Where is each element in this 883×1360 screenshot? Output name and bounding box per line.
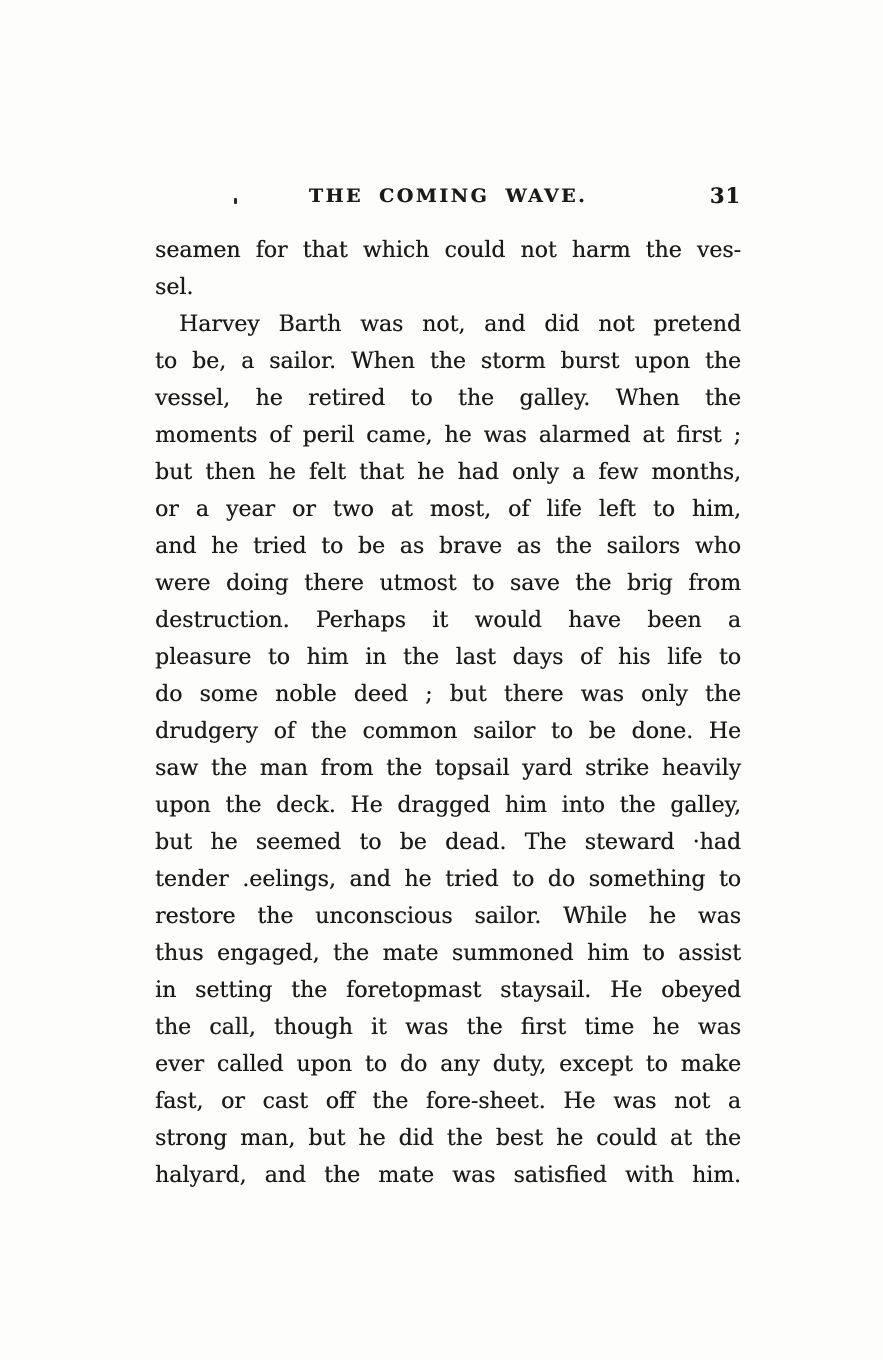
- text-line: to be, a sailor. When the storm burst upon the: [155, 349, 741, 374]
- text-line: fast, or cast off the fore-sheet. He was not a: [155, 1089, 741, 1114]
- text-line: were doing there utmost to save the brig from: [155, 571, 741, 596]
- text-line: tender .eelings, and he tried to do something to: [155, 867, 741, 892]
- text-line: thus engaged, the mate summoned him to assist: [155, 941, 741, 966]
- text-line: vessel, he retired to the galley. When the: [155, 386, 741, 411]
- running-header-title: THE COMING WAVE.: [308, 185, 588, 207]
- text-line: seamen for that which could not harm the ves-: [155, 238, 741, 263]
- text-line: strong man, but he did the best he could at the: [155, 1126, 741, 1151]
- text-line: pleasure to him in the last days of his life to: [155, 645, 741, 670]
- text-line: or a year or two at most, of life left to him,: [155, 497, 741, 522]
- text-line: destruction. Perhaps it would have been a: [155, 608, 741, 633]
- page-header: [155, 183, 741, 209]
- text-line: but then he felt that he had only a few months,: [155, 460, 741, 485]
- text-line: do some noble deed ; but there was only the: [155, 682, 741, 707]
- text-line: and he tried to be as brave as the sailors who: [155, 534, 741, 559]
- text-line: saw the man from the topsail yard strike heavily: [155, 756, 741, 781]
- text-line: restore the unconscious sailor. While he was: [155, 904, 741, 929]
- text-line: Harvey Barth was not, and did not pretend: [179, 312, 741, 337]
- text-line: halyard, and the mate was satisfied with him.: [155, 1163, 741, 1188]
- text-line: sel.: [155, 275, 194, 300]
- page-number: 31: [709, 183, 741, 208]
- text-line: drudgery of the common sailor to be done. He: [155, 719, 741, 744]
- text-line: moments of peril came, he was alarmed at first ;: [155, 423, 741, 448]
- text-line: but he seemed to be dead. The steward ·had: [155, 830, 741, 855]
- text-line: ever called upon to do any duty, except to make: [155, 1052, 741, 1077]
- text-line: upon the deck. He dragged him into the galley,: [155, 793, 741, 818]
- text-line: in setting the foretopmast staysail. He obeyed: [155, 978, 741, 1003]
- body-text: [155, 232, 741, 1194]
- text-line: the call, though it was the first time he was: [155, 1015, 741, 1040]
